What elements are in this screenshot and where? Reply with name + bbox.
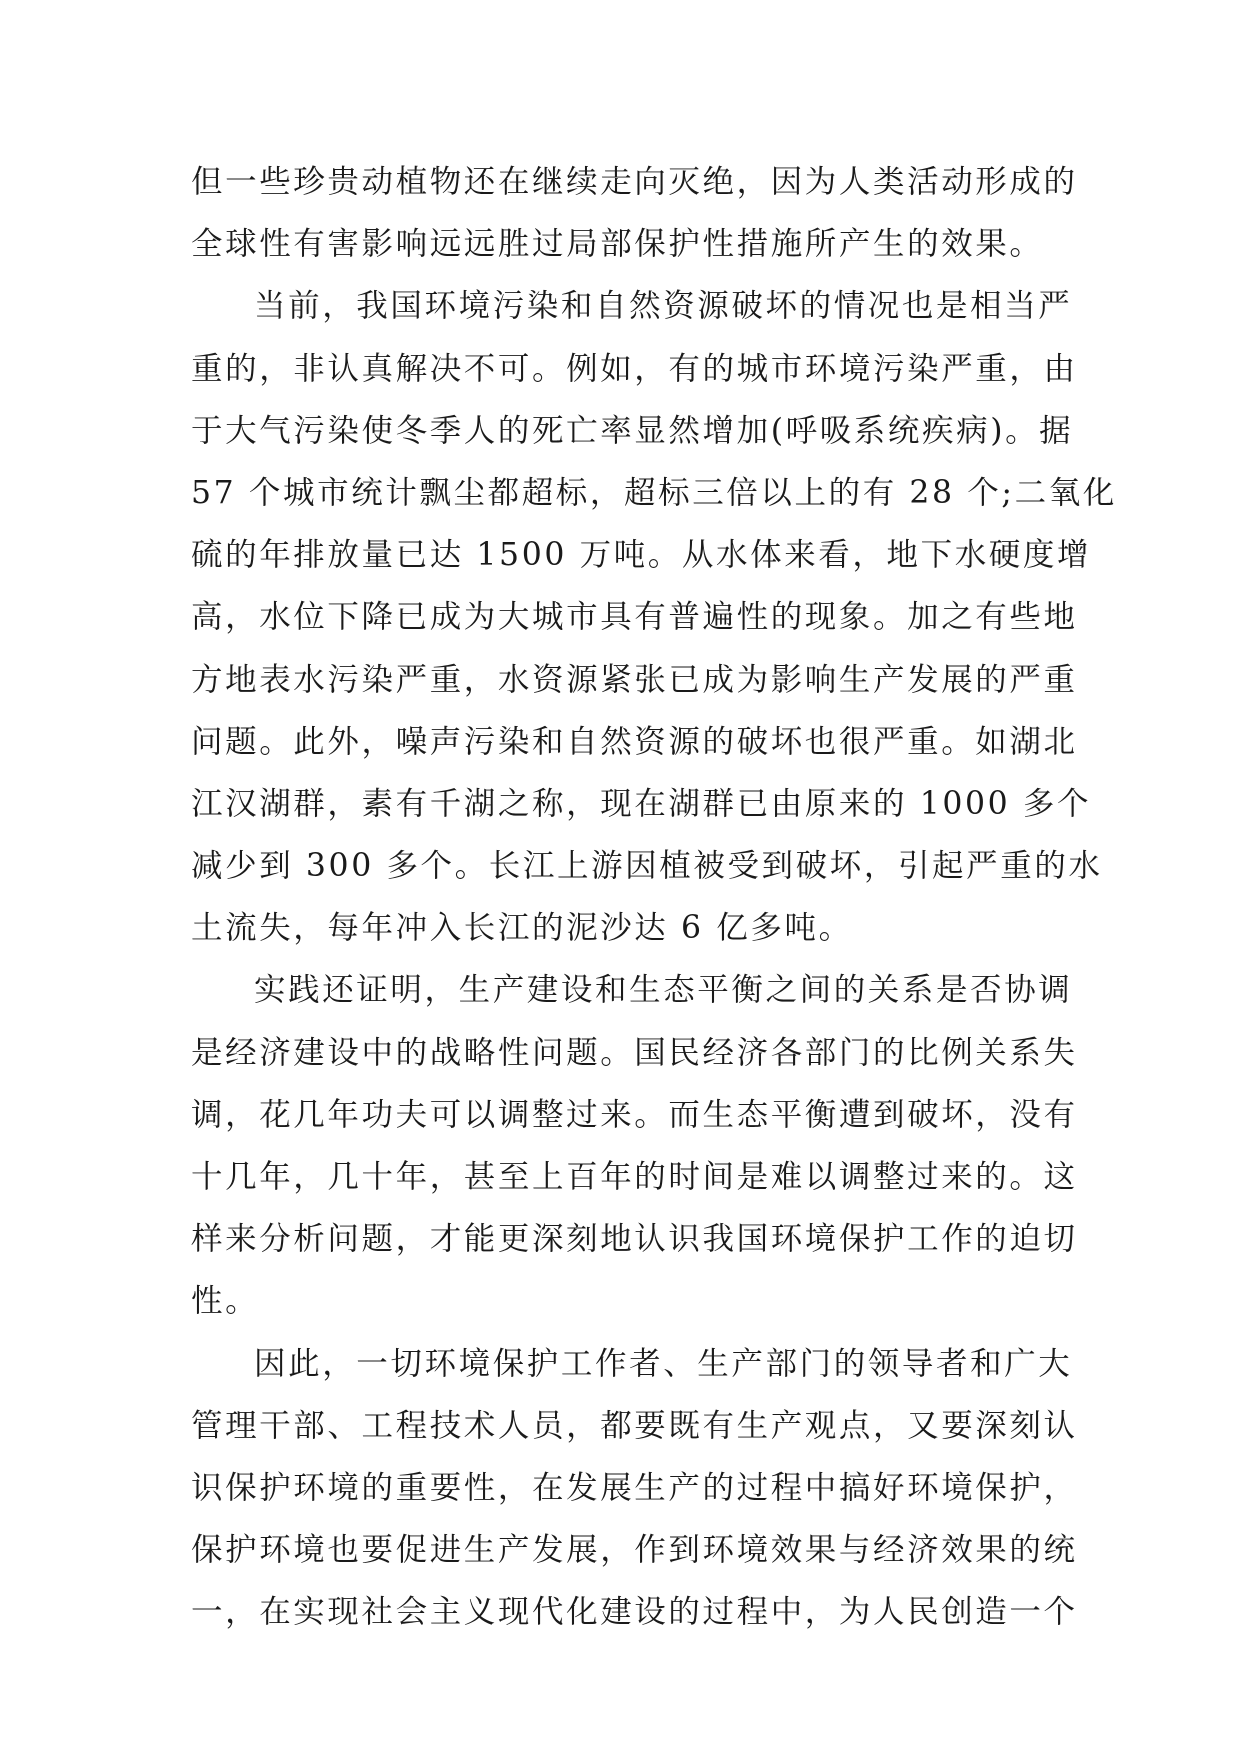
text-line: 性。 (191, 1283, 260, 1320)
text-line: 识保护环境的重要性，在发展生产的过程中搞好环境保护， (191, 1469, 1078, 1506)
text-line: 于大气污染使冬季人的死亡率显然增加(呼吸系统疾病)。据 (191, 412, 1074, 449)
text-line: 一，在实现社会主义现代化建设的过程中，为人民创造一个 (191, 1594, 1078, 1631)
text-line: 实践还证明，生产建设和生态平衡之间的关系是否协调 (254, 972, 1073, 1009)
paragraph-3 (191, 959, 1078, 1332)
text-line: 保护环境也要促进生产发展，作到环境效果与经济效果的统 (191, 1532, 1078, 1569)
text-line: 高，水位下降已成为大城市具有普遍性的现象。加之有些地 (191, 599, 1078, 636)
text-line: 十几年，几十年，甚至上百年的时间是难以调整过来的。这 (191, 1159, 1078, 1195)
text-line: 调，花几年功夫可以调整过来。而生态平衡遭到破坏，没有 (191, 1096, 1078, 1133)
paragraph-2 (191, 275, 1117, 959)
text-line: 当前，我国环境污染和自然资源破坏的情况也是相当严 (254, 288, 1073, 325)
text-line: 57 个城市统计飘尘都超标，超标三倍以上的有 28 个;二氧化 (191, 474, 1117, 511)
text-line: 管理干部、工程技术人员，都要既有生产观点，又要深刻认 (191, 1407, 1078, 1444)
body-text (191, 151, 1117, 1644)
text-line: 硫的年排放量已达 1500 万吨。从水体来看，地下水硬度增 (191, 537, 1092, 574)
text-line: 方地表水污染严重，水资源紧张已成为影响生产发展的严重 (191, 661, 1078, 698)
text-line: 全球性有害影响远远胜过局部保护性措施所产生的效果。 (191, 226, 1044, 263)
text-line: 减少到 300 多个。长江上游因植被受到破坏，引起严重的水 (191, 848, 1103, 885)
paragraph-4 (191, 1333, 1078, 1644)
text-line: 重的，非认真解决不可。例如，有的城市环境污染严重，由 (191, 350, 1078, 387)
text-line: 是经济建设中的战略性问题。国民经济各部门的比例关系失 (191, 1034, 1078, 1071)
text-line: 样来分析问题，才能更深刻地认识我国环境保护工作的迫切 (191, 1221, 1078, 1258)
paragraph-1 (191, 151, 1078, 275)
text-line: 问题。此外，噪声污染和自然资源的破坏也很严重。如湖北 (191, 723, 1078, 760)
text-line: 但一些珍贵动植物还在继续走向灭绝，因为人类活动形成的 (191, 164, 1078, 200)
text-line: 土流失，每年冲入长江的泥沙达 6 亿多吨。 (191, 910, 853, 947)
text-line: 江汉湖群，素有千湖之称，现在湖群已由原来的 1000 多个 (191, 785, 1092, 822)
text-line: 因此，一切环境保护工作者、生产部门的领导者和广大 (254, 1345, 1073, 1382)
